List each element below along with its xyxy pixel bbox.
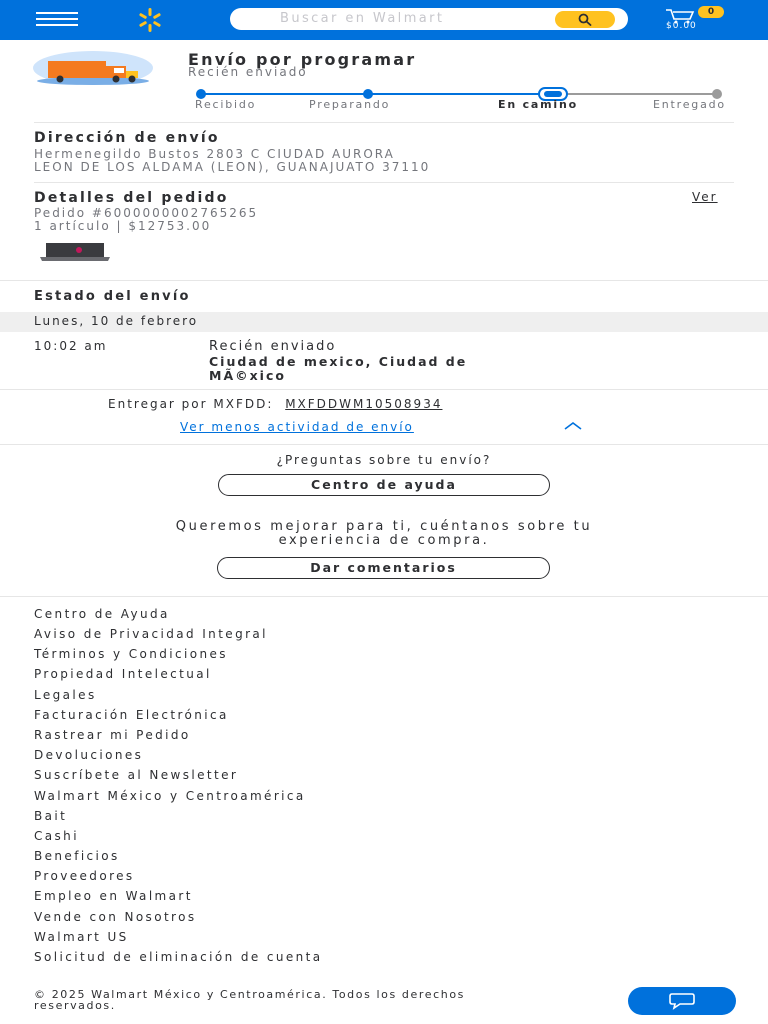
footer-link-newsletter[interactable]: Suscríbete al Newsletter [34,768,239,782]
top-bar [0,0,768,40]
feedback-text [0,520,768,548]
carrier-label: Entregar por MXFDD: [108,397,274,411]
search-icon [578,13,592,26]
tracking-event-status: Recién enviado [209,339,337,354]
address-line-1: Hermenegildo Bustos 2803 C CIUDAD AURORA [34,147,395,161]
divider [0,444,768,445]
order-summary: 1 artículo | $12753.00 [34,219,212,233]
feedback-line-1: Queremos mejorar para ti, cuéntanos sobre tu [175,519,593,534]
copyright-line-1: © 2025 Walmart México y Centroamérica. Todos los derechos [34,989,465,1001]
footer-link-cashi[interactable]: Cashi [34,829,79,843]
footer-link-benefits[interactable]: Beneficios [34,849,120,863]
shipment-title: Envío por programar [188,50,417,69]
search-button[interactable] [555,11,615,28]
carrier-row [108,397,442,411]
divider [34,182,734,183]
menu-icon[interactable] [36,12,78,26]
tracking-event-location-1: Ciudad de mexico, Ciudad de [209,354,468,369]
laptop-thumbnail[interactable] [38,242,112,262]
tracking-number-link[interactable]: MXFDDWM10508934 [285,397,443,411]
chat-button[interactable] [628,987,736,1015]
help-question: ¿Preguntas sobre tu envío? [276,453,492,467]
footer-link-suppliers[interactable]: Proveedores [34,869,135,883]
tracking-heading: Estado del envío [34,289,191,304]
cart-button[interactable] [662,6,722,36]
search-bar[interactable] [230,8,628,30]
footer-link-returns[interactable]: Devoluciones [34,748,144,762]
address-line-2: LEON DE LOS ALDAMA (LEON), GUANAJUATO 37110 [34,160,431,174]
truck-icon [32,50,154,86]
footer-link-invoicing[interactable]: Facturación Electrónica [34,708,229,722]
order-heading: Detalles del pedido [34,190,229,206]
cart-count-badge: 0 [698,6,724,18]
progress-line-remaining [552,93,718,95]
footer-link-jobs[interactable]: Empleo en Walmart [34,889,193,903]
feedback-line-2: experiencia de compra. [278,533,490,548]
divider [0,389,768,390]
tracking-event-location-2: MÃ©xico [209,368,286,383]
help-center-button[interactable]: Centro de ayuda [218,474,550,496]
footer-link-help-center[interactable]: Centro de Ayuda [34,607,170,621]
footer-link-sell[interactable]: Vende con Nosotros [34,910,197,924]
shipment-status: Recién enviado [188,65,308,79]
address-heading: Dirección de envío [34,130,220,146]
tracking-date: Lunes, 10 de febrero [34,314,199,328]
feedback-button[interactable]: Dar comentarios [217,557,550,579]
divider [0,596,768,597]
tracking-event-time: 10:02 am [34,339,108,353]
order-view-link[interactable]: Ver [692,190,718,204]
step-label-preparing: Preparando [309,98,391,111]
progress-line-done [200,93,552,95]
divider [0,280,768,281]
search-input[interactable]: Buscar en Walmart [280,11,445,26]
chat-icon [668,992,696,1010]
footer-link-bait[interactable]: Bait [34,809,68,823]
spark-logo-icon[interactable] [137,8,163,32]
footer-link-walmart-us[interactable]: Walmart US [34,930,129,944]
footer-link-delete-account[interactable]: Solicitud de eliminación de cuenta [34,950,323,964]
divider [34,122,734,123]
footer-link-legal[interactable]: Legales [34,688,97,702]
chevron-up-icon[interactable] [563,421,583,431]
less-activity-link[interactable]: Ver menos actividad de envío [180,420,414,434]
footer-link-privacy[interactable]: Aviso de Privacidad Integral [34,627,268,641]
cart-total: $0.00 [666,21,697,31]
footer-link-terms[interactable]: Términos y Condiciones [34,647,228,661]
footer-link-track-order[interactable]: Rastrear mi Pedido [34,728,191,742]
order-number: Pedido #6000000002765265 [34,206,259,220]
footer-link-ip[interactable]: Propiedad Intelectual [34,667,212,681]
copyright-line-2: reservados. [34,999,116,1011]
step-label-received: Recibido [195,98,257,111]
step-label-in-transit: En camino [498,98,578,111]
step-label-delivered: Entregado [653,98,726,111]
footer-link-walmart-mx-ca[interactable]: Walmart México y Centroamérica [34,789,306,803]
